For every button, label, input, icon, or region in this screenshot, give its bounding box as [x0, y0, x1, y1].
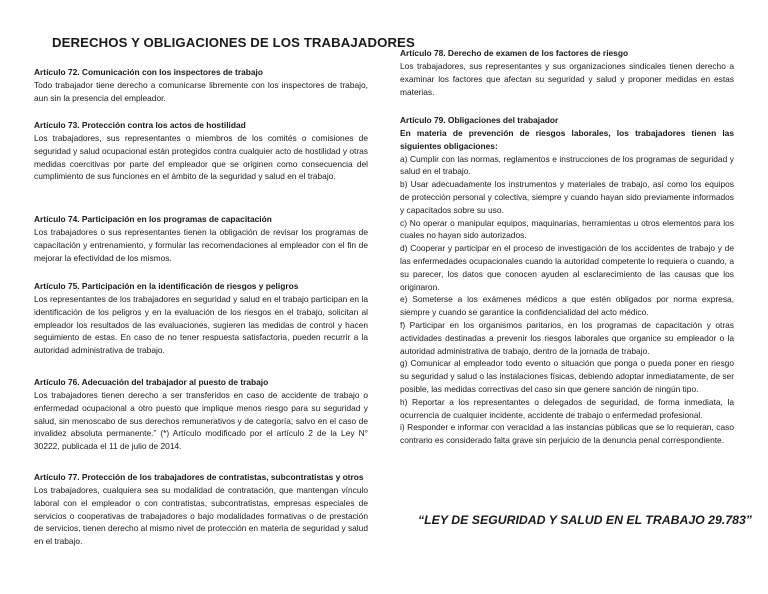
article-body: Los trabajadores, cualquiera sea su modalidad de contratación, que mantengan vínculo laboral con el empleador o con contratistas, subcontratistas, empresas especiales de servicios o cooperativas de trabajadores o bajo modalidades formativas o de prestación de servicios, tienen derecho al mismo nivel de protección en materia de seguridad y salud en el trabajo.	[34, 485, 368, 547]
law-reference-quote: “LEY DE SEGURIDAD Y SALUD EN EL TRABAJO 29.783”	[418, 513, 752, 527]
article-title: Artículo 77. Protección de los trabajadores de contratistas, subcontratistas y otros	[34, 472, 364, 482]
obligation-item: g) Comunicar al empleador todo evento o situación que ponga o pueda poner en riesgo su seguridad y salud o las instalaciones físicas, debiendo adoptar inmediatamente, de ser posible, las medidas correctivas del caso sin que genere sanción de ningún tipo.	[400, 358, 734, 394]
article-title: Artículo 72. Comunicación con los inspectores de trabajo	[34, 67, 263, 77]
article-title: Artículo 79. Obligaciones del trabajador	[400, 115, 559, 125]
obligation-item: f) Participar en los organismos paritarios, en los programas de capacitación y otras actividades destinadas a prevenir los riesgos laborales que organice su empleador o la autoridad administrativa de trabajo, dentro de la jornada de trabajo.	[400, 319, 734, 356]
article-76	[34, 376, 368, 453]
article-75	[34, 280, 368, 357]
article-title: Artículo 78. Derecho de examen de los factores de riesgo	[400, 48, 629, 58]
obligation-item: b) Usar adecuadamente los instrumentos y materiales de trabajo, así como los equipos de protección personal y colectiva, siempre y cuando hayan sido previamente informados y capacitados sobre su uso.	[400, 179, 734, 215]
article-title: Artículo 76. Adecuación del trabajador al puesto de trabajo	[34, 377, 269, 387]
obligation-item: h) Reportar a los representantes o delegados de seguridad, de forma inmediata, la ocurrencia de cualquier incidente, accidente de trabajo o enfermedad profesional.	[400, 396, 734, 420]
obligation-item: e) Someterse a los exámenes médicos a que estén obligados por norma expresa, siempre y cuando se garantice la confidencialidad del acto médico.	[400, 294, 734, 318]
article-73	[34, 119, 368, 183]
article-body: Los representantes de los trabajadores en seguridad y salud en el trabajo participan en la identificación de los peligros y en la evaluación de los riesgos en el trabajo, solicitan al empleador los resultados de las evaluaciones, sugieren las medidas de control y hacen seguimiento de estas. En caso de no tener respuesta satisfactoria, pueden recurrir a la autoridad administrativa de trabajo.	[34, 294, 368, 356]
article-72	[34, 66, 368, 105]
article-77	[34, 471, 368, 548]
article-78	[400, 47, 734, 98]
article-body: Todo trabajador tiene derecho a comunicarse libremente con los inspectores de trabajo, aun sin la presencia del empleador.	[34, 80, 368, 103]
article-body: Los trabajadores tienen derecho a ser transferidos en caso de accidente de trabajo o enfermedad ocupacional a otro puesto que implique menos riesgo para su seguridad y salud, sin menoscabo de sus derechos remunerativos y de categoría; salvo en el caso de invalidez absoluta permanente.” (*) Artículo modificado por el artículo 2 de la Ley N° 30222, publicada el 11 de julio de 2014.	[34, 390, 368, 452]
obligation-item: d) Cooperar y participar en el proceso de investigación de los accidentes de trabajo y de las enfermedades ocupacionales cuando la autoridad competente lo requiera o cuando, a su parecer, los datos que conocen ayuden al esclarecimiento de las causas que los originaron.	[400, 243, 734, 292]
article-body: Los trabajadores, sus representantes o miembros de los comités o comisiones de seguridad y salud ocupacional están protegidos contra cualquier acto de hostilidad y otras medidas coercitivas por parte del empleador que se originen como consecuencia del cumplimiento de sus funciones en el ámbito de la seguridad y salud en el trabajo.	[34, 133, 368, 182]
obligation-item: c) No operar o manipular equipos, maquinarias, herramientas u otros elementos para los cuales no hayan sido autorizados.	[400, 217, 734, 241]
article-body: Los trabajadores o sus representantes tienen la obligación de revisar los programas de capacitación y entrenamiento, y formular las recomendaciones al empleador con el fin de mejorar la efectividad de los mismos.	[34, 227, 368, 263]
article-79	[400, 114, 734, 447]
article-body: Los trabajadores, sus representantes y sus organizaciones sindicales tienen derecho a examinar los factores que afectan su seguridad y salud y proponer medidas en estas materias.	[400, 61, 734, 97]
article-74	[34, 213, 368, 264]
article-title: Artículo 73. Protección contra los actos de hostilidad	[34, 120, 246, 130]
article-title: Artículo 75. Participación en la identificación de riesgos y peligros	[34, 281, 299, 291]
obligation-item: a) Cumplir con las normas, reglamentos e instrucciones de los programas de seguridad y salud en el trabajo.	[400, 153, 734, 177]
obligation-item: i) Responder e informar con veracidad a las instancias públicas que se lo requieran, caso contrario es considerado falta grave sin perjuicio de la denuncia penal correspondiente.	[400, 422, 734, 446]
article-title: Artículo 74. Participación en los programas de capacitación	[34, 214, 272, 224]
article-intro: En materia de prevención de riesgos laborales, los trabajadores tienen las siguientes obligaciones:	[400, 128, 734, 151]
page-title: DERECHOS Y OBLIGACIONES DE LOS TRABAJADORES	[52, 35, 415, 50]
